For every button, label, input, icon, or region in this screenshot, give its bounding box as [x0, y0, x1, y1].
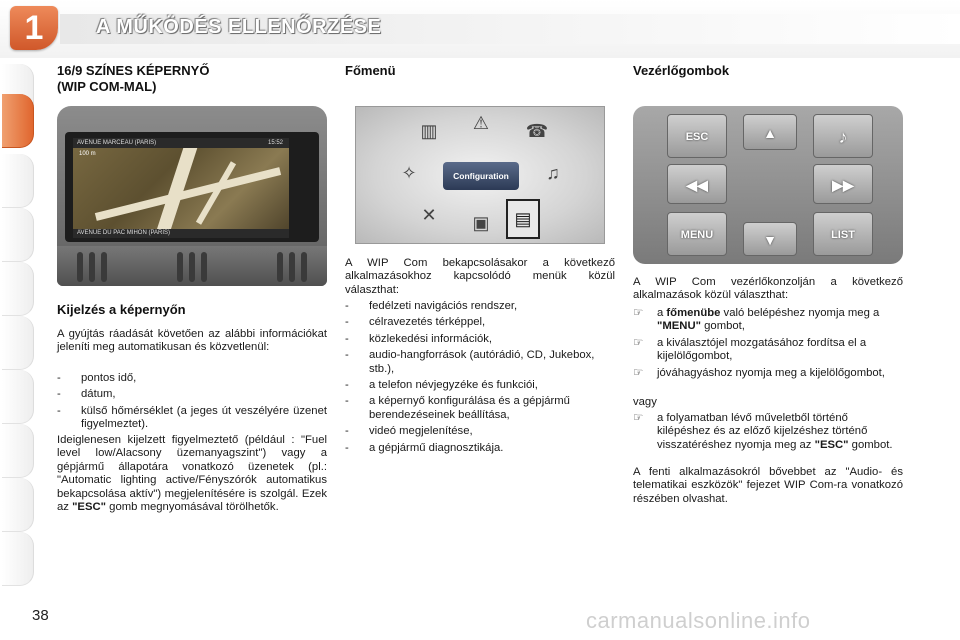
clock-label: 15:52 — [267, 140, 283, 146]
music-icon: ♫ — [546, 163, 560, 183]
video-icon: ▣ — [472, 213, 490, 233]
chapter-tab[interactable] — [2, 262, 34, 316]
list-item: - a képernyő konfigurálása és a gépjármű berendezéseinek beállítása, — [345, 395, 570, 421]
air-vents — [57, 246, 327, 286]
vent-slot — [101, 252, 107, 282]
list-item: - célravezetés térképpel, — [345, 316, 486, 329]
display-items-list — [57, 372, 327, 435]
list-item: - a telefon névjegyzéke és funkciói, — [345, 379, 538, 392]
page-number: 38 — [32, 607, 49, 624]
main-menu-screenshot — [355, 106, 605, 244]
book-icon: ▥ — [420, 121, 438, 141]
list-item: - fedélzeti navigációs rendszer, — [345, 300, 518, 312]
fast-forward-icon[interactable]: ▶▶ — [813, 164, 873, 204]
street-label: AVENUE MARCEAU (PARIS) — [77, 140, 157, 146]
display-body: Ideiglenesen kijelzett figyelmeztető (például : "Fuel level low/Alacsony üzemanyagszint") vagy a gépjármű állapotára vonatkozó üzenetek (pl.: "Automatic lighting active/Fényszórók automatikus bekapcsolása aktív") megjelenítésére is szolgál. Ezek az "ESC" gomb megnyomásával törölhetők. — [57, 434, 327, 514]
watermark: carmanualsonline.info — [586, 608, 811, 633]
list-button[interactable]: LIST — [813, 212, 873, 256]
list-item: - dátum, — [57, 388, 116, 401]
chapter-tab[interactable] — [2, 424, 34, 478]
list-item: - pontos idő, — [57, 372, 137, 384]
title-line: 16/9 SZÍNES KÉPERNYŐ — [57, 63, 210, 78]
pointing-hand-icon: ☞ — [633, 307, 644, 319]
page-title: A MŰKÖDÉS ELLENŐRZÉSE — [96, 16, 382, 38]
scale-label: 100 m — [79, 151, 96, 157]
list-item: - külső hőmérséklet (a jeges út veszélyére üzenet figyelmeztet). — [57, 404, 327, 431]
screen-photo — [57, 106, 327, 286]
chapter-tab[interactable] — [2, 316, 34, 370]
vent-slot — [177, 252, 183, 282]
vent-slot — [189, 252, 195, 282]
chapter-tab[interactable] — [2, 532, 34, 586]
rewind-icon[interactable]: ◀◀ — [667, 164, 727, 204]
list-item: ☞ jóváhagyáshoz nyomja meg a kijelölőgombot, — [633, 366, 885, 379]
section-title-screen — [57, 63, 327, 95]
subsection-title-display: Kijelzés a képernyőn — [57, 302, 186, 317]
controls-list-2 — [633, 412, 903, 455]
pointing-hand-icon: ☞ — [633, 336, 644, 349]
config-icon-selected: ▤ — [506, 199, 540, 239]
display-intro: A gyújtás ráadását követően az alábbi információkat jeleníti meg automatikusan és közvetlenül: — [57, 328, 327, 354]
controls-intro: A WIP Com vezérlőkonzolján a következő alkalmazások közül választhat: — [633, 276, 903, 302]
pointing-hand-icon: ☞ — [633, 412, 644, 424]
control-panel-photo — [633, 106, 903, 264]
navigation-map — [73, 138, 289, 238]
menu-center-label: Configuration — [443, 162, 519, 190]
chapter-tab[interactable] — [2, 370, 34, 424]
vent-slot — [277, 252, 283, 282]
controls-list — [633, 307, 903, 383]
title-line: (WIP COM-MAL) — [57, 79, 157, 94]
esc-button[interactable]: ESC — [667, 114, 727, 158]
warning-icon: ⚠ — [472, 113, 490, 133]
phone-icon: ☎ — [525, 121, 549, 141]
list-item: - audio-hangforrások (autórádió, CD, Jukebox, stb.), — [345, 349, 595, 375]
list-item: ☞ a főmenübe való belépéshez nyomja meg a "MENU" gombot, — [633, 307, 880, 333]
vent-slot — [201, 252, 207, 282]
vent-slot — [77, 252, 83, 282]
map-top-bar — [73, 138, 289, 148]
list-item: - közlekedési információk, — [345, 332, 493, 345]
pointing-hand-icon: ☞ — [633, 366, 644, 379]
music-note-icon[interactable]: ♪ — [813, 114, 873, 158]
chapter-badge: 1 — [10, 6, 58, 50]
down-arrow-icon[interactable]: ▼ — [743, 222, 797, 256]
main-menu-intro: A WIP Com bekapcsolásakor a következő alkalmazásokhoz kapcsolódó menük közül választhat: — [345, 257, 615, 296]
section-title-main-menu: Főmenü — [345, 63, 396, 78]
vent-slot — [301, 252, 307, 282]
compass-icon: ✧ — [401, 163, 417, 183]
vent-slot — [89, 252, 95, 282]
or-label: vagy — [633, 396, 657, 408]
controls-outro: A fenti alkalmazásokról bővebbet az "Audio- és telematikai eszközök" fejezet WIP Com-ra vonatkozó részében olvashat. — [633, 466, 903, 505]
chapter-tab[interactable] — [2, 208, 34, 262]
chapter-tab[interactable] — [2, 154, 34, 208]
list-item: - a gépjármű diagnosztikája. — [345, 441, 504, 454]
map-bottom-bar: AVENUE DU PAC MIHON (PARIS) — [73, 229, 289, 238]
up-arrow-icon[interactable]: ▲ — [743, 114, 797, 150]
list-item: ☞ a kiválasztójel mozgatásához fordítsa el a kijelölőgombot, — [633, 336, 867, 363]
screen-bezel — [65, 132, 319, 242]
page-header — [0, 0, 960, 58]
chapter-tab[interactable] — [2, 478, 34, 532]
list-item: - videó megjelenítése, — [345, 425, 473, 438]
main-menu-list — [345, 300, 615, 458]
tools-icon: ✕ — [421, 205, 437, 225]
chapter-tab-active[interactable] — [2, 94, 34, 148]
chapter-tabs — [0, 58, 40, 578]
list-item: ☞ a folyamatban lévő műveletből történő kilépéshez és az előző kijelzéshez történő visszatéréshez nyomja meg az "ESC" gombot. — [633, 412, 893, 451]
vent-slot — [289, 252, 295, 282]
menu-button[interactable]: MENU — [667, 212, 727, 256]
section-title-controls: Vezérlőgombok — [633, 63, 730, 78]
